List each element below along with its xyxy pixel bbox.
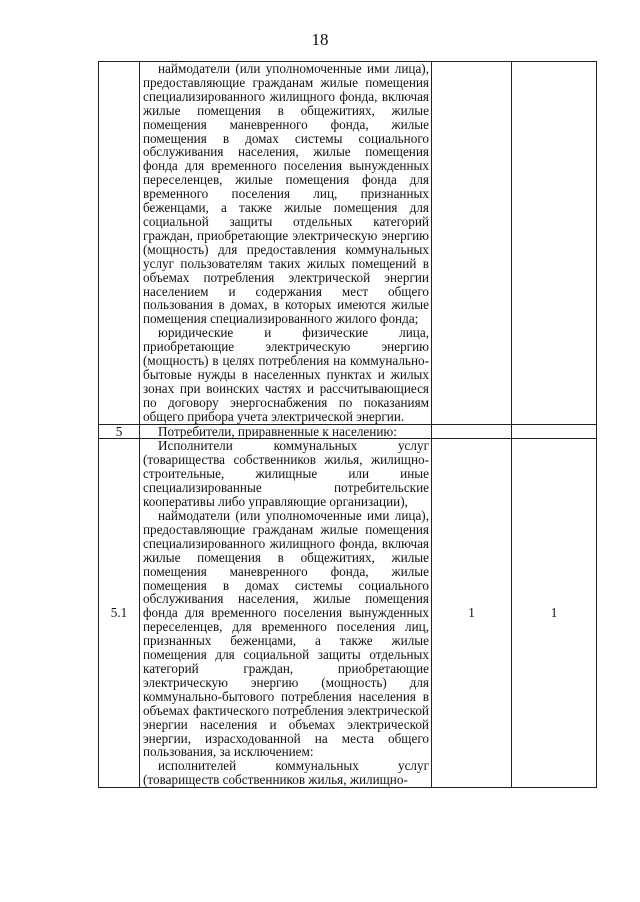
page-number: 18 [311,30,329,49]
section-heading: Потребители, приравненные к населению: [158,423,397,439]
value-cell: 1 [432,439,512,788]
paragraph: наймодатели (или уполномоченные ими лица), предоставляющие гражданам жилые помещения специализированного жилищного фонда, включая жилые помещения в общежитиях, жилые помещения маневренного фонда, жилые помещения в домах системы социального обслуживания населения, жилые помещения фонда для временного поселения вынужденных переселенцев, жилые помещения фонда для временного поселения лиц, признанных беженцами, а также жилые помещения для социальной защиты отдельных категорий граждан, приобретающие электрическую энергию (мощность) для предоставления коммунальных услуг пользователям таких жилых помещений в объемах потребления электрической энергии населением и содержания мест общего пользования в домах, в которых имеются жилые помещения специализированного жилого фонда; [143,61,429,327]
row-text-cell [140,62,432,425]
row-number-cell: 5.1 [99,439,140,788]
paragraph: исполнителей коммунальных услуг (товариществ собственников жилья, жилищно- [143,758,429,788]
value-cell: 1 [512,439,597,788]
value-cell [512,62,597,425]
row-number-cell [99,62,140,425]
paragraph: наймодатели (или уполномоченные ими лица), предоставляющие гражданам жилые помещения специализированного жилищного фонда, включая жилые помещения в общежитиях, жилые помещения маневренного фонда, жилые помещения в домах системы социального обслуживания населения, жилые помещения фонда для временного поселения вынужденных переселенцев, для временного поселения лиц, признанных беженцами, а также жилые помещения для социальной защиты отдельных категорий граждан, приобретающие электрическую энергию (мощность) для коммунально-бытового потребления населения в объемах фактического потребления электрической энергии населения и объемах электрической энергии, израсходованной на места общего пользования, за исключением: [143,508,429,760]
row-text-cell [140,424,432,439]
tariff-table [98,61,597,788]
value-cell [512,424,597,439]
table-row [99,62,597,425]
row-number-cell: 5 [99,424,140,439]
table-row [99,439,597,788]
row-text-cell [140,439,432,788]
table-row [99,424,597,439]
paragraph: юридические и физические лица, приобретающие электрическую энергию (мощность) в целях потребления на коммунально-бытовые нужды в населенных пунктах и жилых зонах при воинских частях и рассчитывающиеся по договору энергоснабжения по показаниям общего прибора учета электрической энергии. [143,325,429,424]
value-cell [432,424,512,439]
value-cell [432,62,512,425]
paragraph: Исполнители коммунальных услуг (товарищества собственников жилья, жилищно-строительные, жилищные или иные специализированные потребительские кооперативы либо управляющие организации), [143,438,429,510]
